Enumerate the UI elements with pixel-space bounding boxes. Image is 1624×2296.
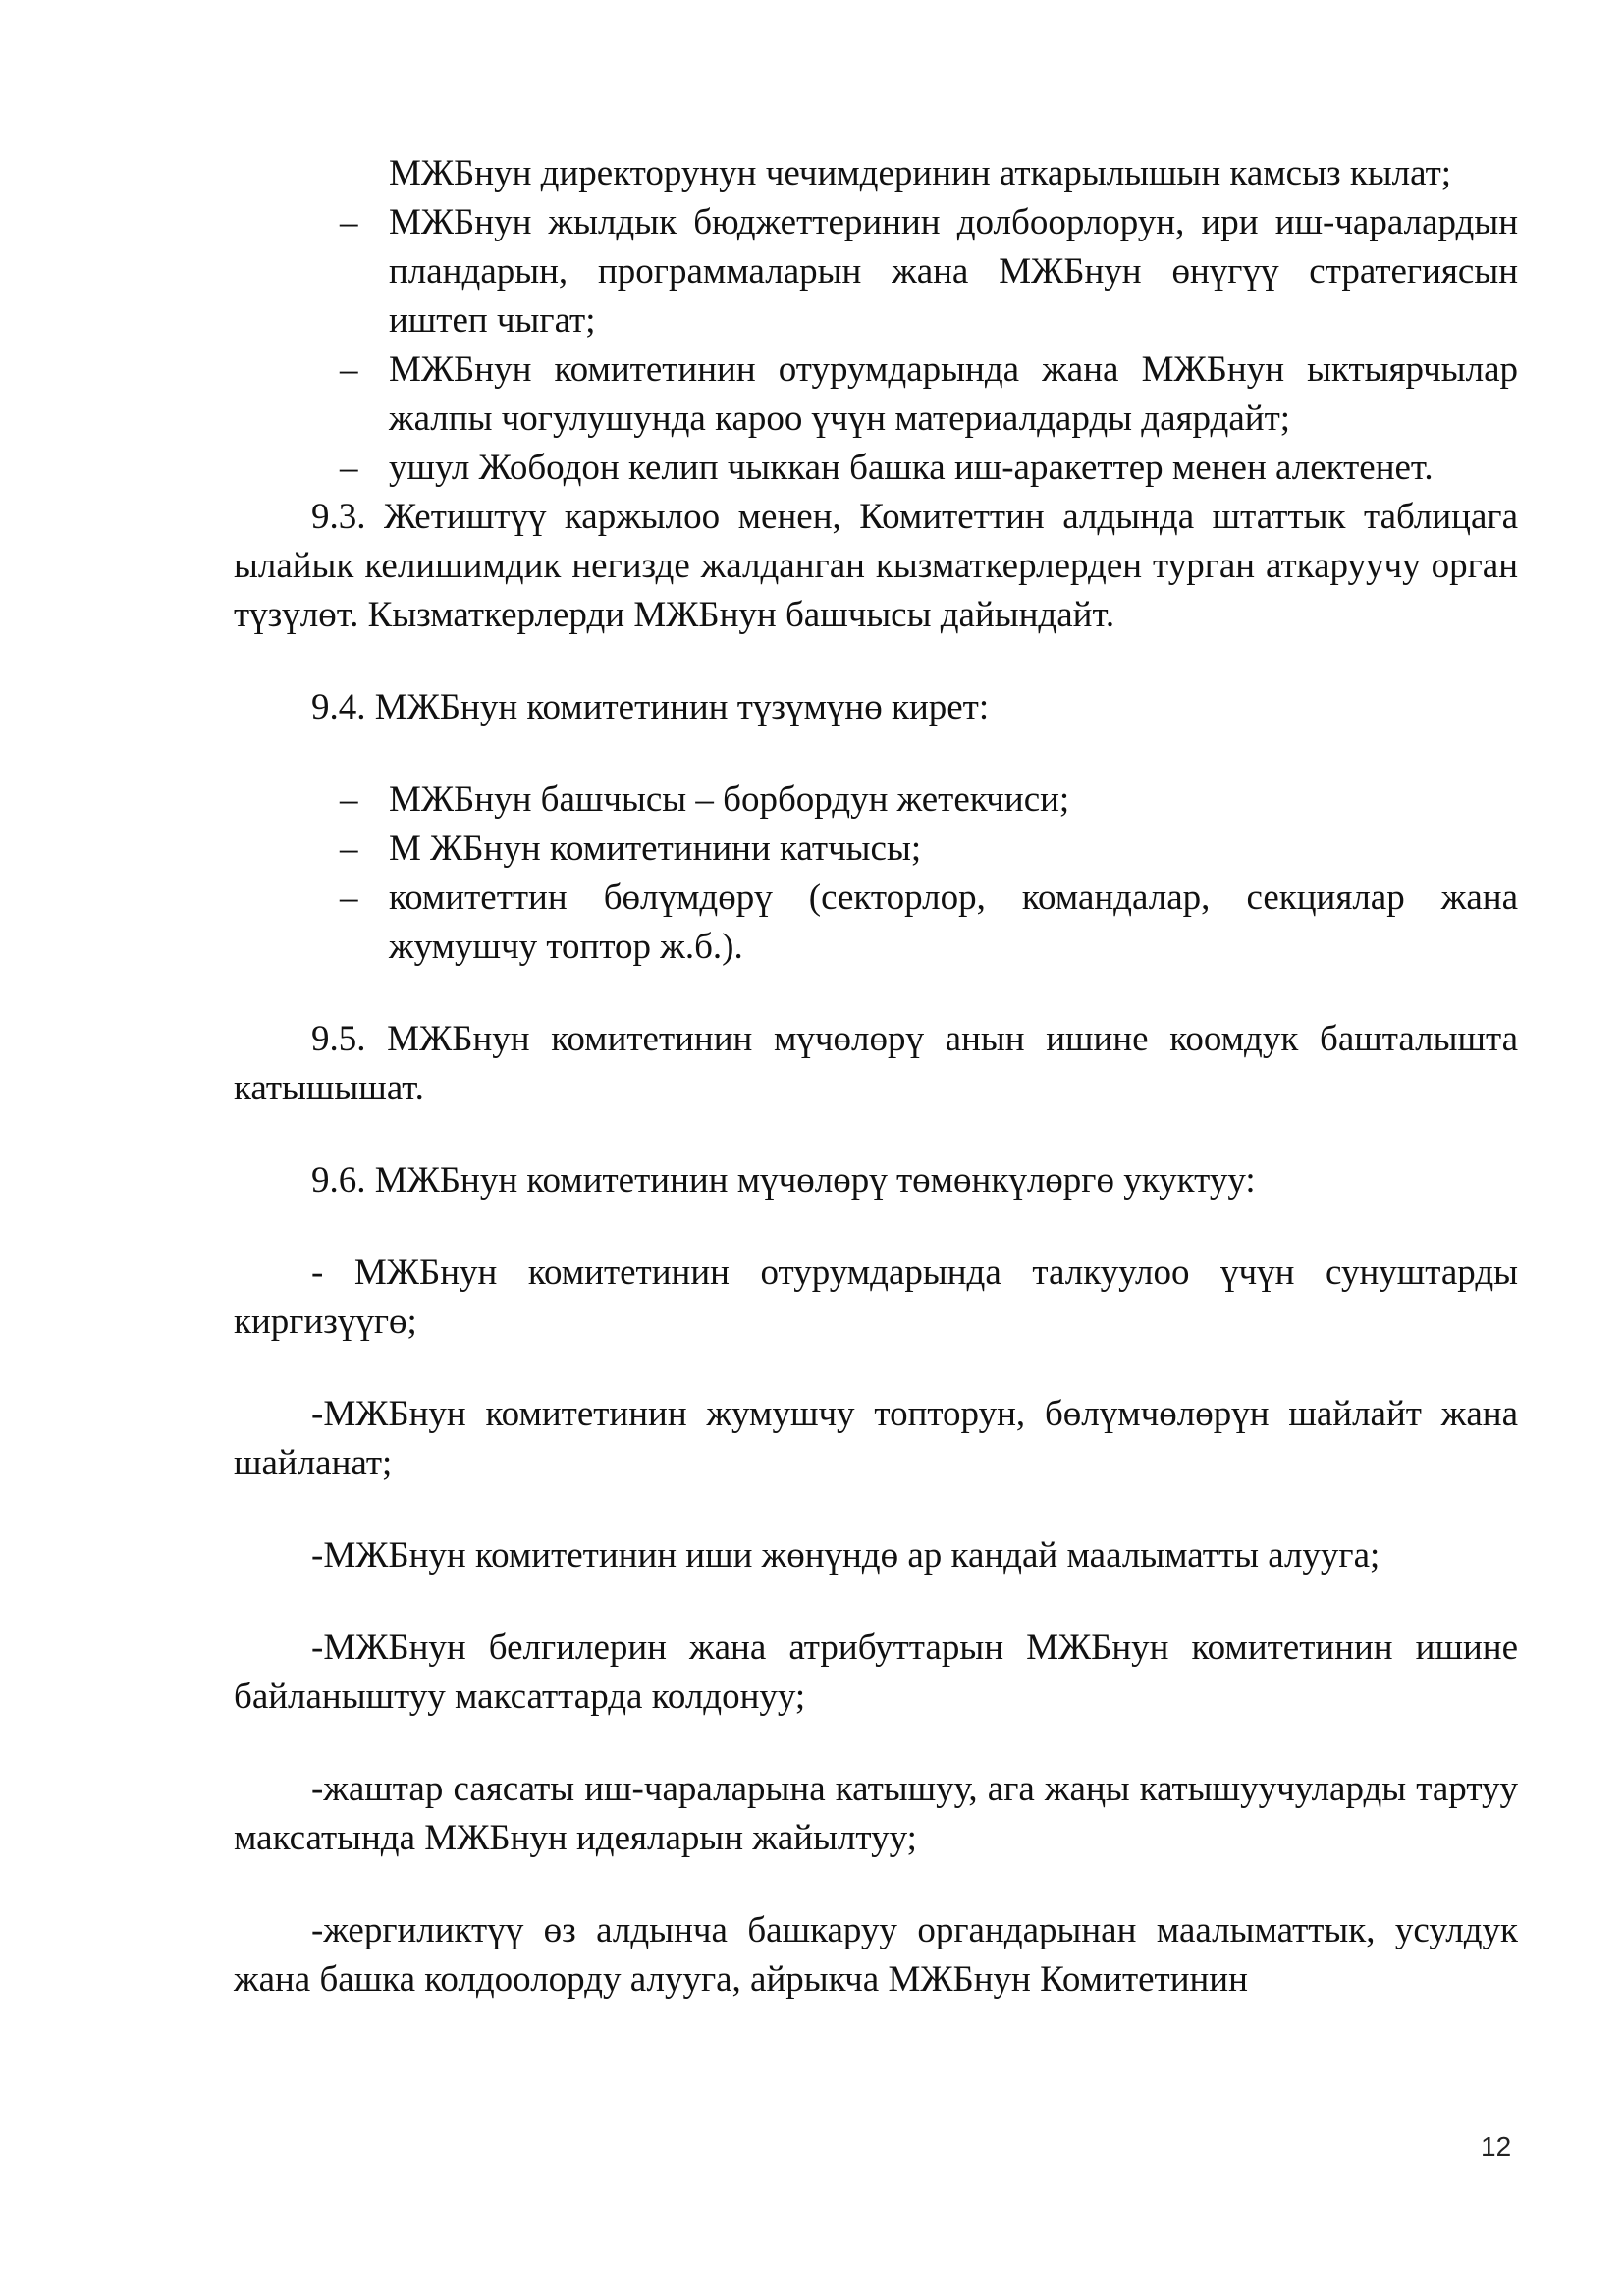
right-item: -жаштар саясаты иш-чараларына катышуу, ага жаңы катышуучуларды тартуу максатында МЖБнун идеяларын жайылтуу;: [234, 1769, 1518, 1858]
list-dash: ‒: [340, 349, 358, 390]
list-item-text: МЖБнун комитетинин отурумдарында жана МЖБнун ыктыярчылар жалпы чогулушунда кароо үчүн материалдарды даярдайт;: [389, 349, 1518, 439]
right-item: - МЖБнун комитетинин отурумдарында талкуулоо үчүн сунуштарды киргизүүгө;: [234, 1253, 1518, 1342]
list-dash: –: [340, 828, 358, 869]
list-item-text: МЖБнун жылдык бюджеттеринин долбоорлорун, ири иш-чаралардын пландарын, программаларын жана МЖБнун өнүгүү стратегиясын иштеп чыгат;: [389, 202, 1518, 341]
list-dash: –: [340, 878, 358, 918]
list-item-text: М ЖБнун комитетинини катчысы;: [389, 828, 922, 869]
list-item-materials: [234, 346, 1518, 444]
paragraph-9-5: 9.5. МЖБнун комитетинин мүчөлөрү анын ишине коомдук башталышта катышышат.: [234, 1019, 1518, 1108]
right-item: -МЖБнун комитетинин иши жөнүндө ар кандай маалыматты алууга;: [311, 1535, 1380, 1575]
list-item-budget: [234, 198, 1518, 346]
list-item-text: комитеттин бөлүмдөрү (секторлор, командалар, секциялар жана жумушчу топтор ж.б.).: [389, 878, 1518, 967]
list-item-text: ушул Жободон келип чыккан башка иш-аракеттер менен алектенет.: [389, 448, 1434, 488]
paragraph-9-6: 9.6. МЖБнун комитетинин мүчөлөрү төмөнкүлөргө укуктуу:: [311, 1160, 1256, 1201]
list-item-secretary: [234, 825, 1518, 874]
paragraph-9-3: 9.3. Жетиштүү каржылоо менен, Комитеттин алдында штаттык таблицага ылайык келишимдик негизде жалданган кызматкерлерден турган аткаруучу орган түзүлөт. Кызматкерлерди МЖБнун башчысы дайындайт.: [234, 497, 1518, 635]
list-item-head: [234, 775, 1518, 825]
list-dash: ‒: [340, 202, 358, 242]
right-item: -жергиликтүү өз алдынча башкаруу органдарынан маалыматтык, усулдук жана башка колдоолорду алууга, айрыкча МЖБнун Комитетинин: [234, 1910, 1518, 2000]
list-dash: ‒: [340, 448, 358, 488]
document-page: [234, 149, 1518, 2004]
continuation-text: МЖБнун директорунун чечимдеринин аткарылышын камсыз кылат;: [389, 153, 1452, 193]
list-item-text: МЖБнун башчысы – борбордун жетекчиси;: [389, 779, 1070, 820]
paragraph-9-4: 9.4. МЖБнун комитетинин түзүмүнө кирет:: [311, 687, 990, 727]
list-dash: –: [340, 779, 358, 820]
page-number: 12: [1481, 2131, 1512, 2162]
right-item: -МЖБнун белгилерин жана атрибуттарын МЖБнун комитетинин ишине байланыштуу максаттарда колдонуу;: [234, 1628, 1518, 1717]
right-item: -МЖБнун комитетинин жумушчу топторун, бөлүмчөлөрүн шайлайт жана шайланат;: [234, 1394, 1518, 1483]
list-item-other-activities: [234, 444, 1518, 493]
list-item-departments: [234, 874, 1518, 972]
